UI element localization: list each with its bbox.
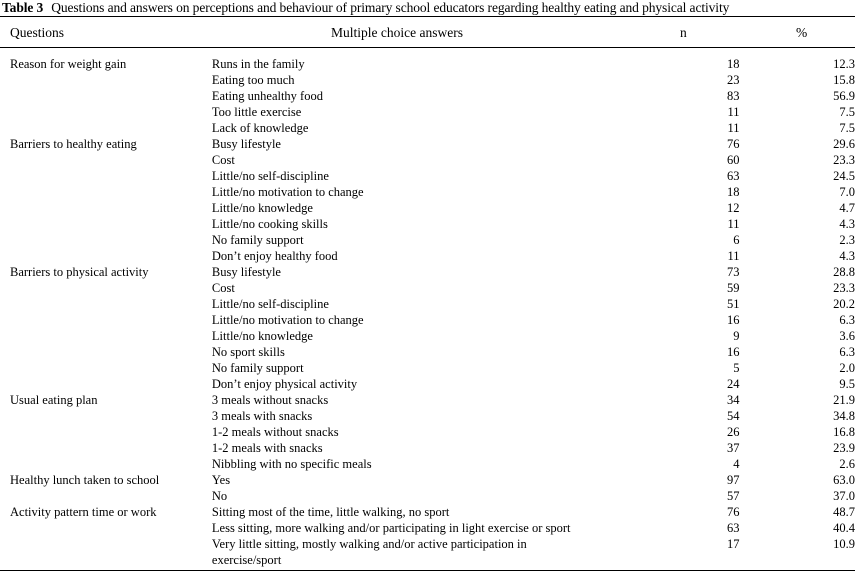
n-cell: 11 <box>727 121 740 135</box>
question-cell <box>0 200 212 216</box>
n-cell: 23 <box>726 73 740 87</box>
table-row <box>0 424 855 440</box>
table-row <box>0 136 855 152</box>
percent-cell: 21.9 <box>833 393 855 407</box>
question-cell <box>0 312 212 328</box>
percent-cell: 34.8 <box>833 409 855 423</box>
percent-cell: 2.0 <box>839 361 855 375</box>
table-row <box>0 120 855 136</box>
percent-cell: 23.3 <box>833 281 855 295</box>
question-cell <box>0 440 212 456</box>
question-cell: Usual eating plan <box>10 393 98 407</box>
n-cell: 11 <box>727 249 740 263</box>
question-cell <box>0 536 212 552</box>
question-cell: Barriers to healthy eating <box>10 137 137 151</box>
n-cell <box>678 552 739 568</box>
answer-cell: Cost <box>211 153 235 167</box>
n-cell: 59 <box>726 281 740 295</box>
n-cell: 11 <box>727 105 740 119</box>
question-cell <box>0 72 212 88</box>
n-cell: 63 <box>726 169 740 183</box>
percent-cell: 20.2 <box>833 297 855 311</box>
question-cell <box>0 248 212 264</box>
answer-cell: Little/no self-discipline <box>211 169 329 183</box>
table-row <box>0 472 855 488</box>
n-cell: 18 <box>726 185 740 199</box>
table-row <box>0 488 855 504</box>
n-cell: 76 <box>726 505 740 519</box>
percent-cell: 23.3 <box>833 153 855 167</box>
table-row <box>0 184 855 200</box>
percent-cell: 4.7 <box>839 201 855 215</box>
table-row <box>0 392 855 408</box>
table-row <box>0 536 855 552</box>
table-row <box>0 104 855 120</box>
question-cell: Activity pattern time or work <box>10 505 157 519</box>
answer-cell: Yes <box>211 473 231 487</box>
table-row <box>0 264 855 280</box>
percent-cell: 56.9 <box>833 89 855 103</box>
percent-cell: 7.5 <box>839 121 855 135</box>
n-cell: 4 <box>733 457 740 471</box>
answer-cell: No family support <box>211 233 304 247</box>
percent-cell: 24.5 <box>833 169 855 183</box>
n-cell: 83 <box>726 89 740 103</box>
answer-cell: Very little sitting, mostly walking and/or active participation in <box>211 537 527 551</box>
answer-cell: Little/no motivation to change <box>211 185 364 199</box>
n-cell: 18 <box>726 57 740 71</box>
percent-cell: 6.3 <box>839 313 855 327</box>
table-row <box>0 440 855 456</box>
question-cell: Barriers to physical activity <box>10 265 149 279</box>
answer-cell: Runs in the family <box>211 57 305 71</box>
percent-cell: 4.3 <box>839 217 855 231</box>
n-cell: 6 <box>733 233 740 247</box>
answer-cell: Don’t enjoy physical activity <box>211 377 358 391</box>
table-row <box>0 520 855 536</box>
header-questions: Questions <box>10 25 64 40</box>
answer-cell: Eating too much <box>211 73 295 87</box>
header-rule <box>0 47 855 48</box>
answer-cell: Nibbling with no specific meals <box>211 457 372 471</box>
percent-cell: 12.3 <box>833 57 855 71</box>
percent-cell: 6.3 <box>839 345 855 359</box>
table-label: Table 3 <box>2 0 44 15</box>
percent-cell: 40.4 <box>833 521 855 535</box>
percent-cell: 10.9 <box>833 537 855 551</box>
question-cell <box>0 408 212 424</box>
answer-cell: Sitting most of the time, little walking, no sport <box>211 505 450 519</box>
answer-cell: 3 meals with snacks <box>211 409 313 423</box>
percent-cell: 3.6 <box>839 329 855 343</box>
table-row <box>0 456 855 472</box>
question-cell <box>0 184 212 200</box>
question-cell <box>0 456 212 472</box>
answer-cell: Lack of knowledge <box>211 121 309 135</box>
question-cell <box>0 232 212 248</box>
header-percent: % <box>796 25 808 40</box>
n-cell: 34 <box>726 393 740 407</box>
answer-cell: 1-2 meals with snacks <box>211 441 323 455</box>
table-row <box>0 312 855 328</box>
table-row <box>0 200 855 216</box>
table-row <box>0 504 855 520</box>
n-cell: 17 <box>726 537 740 551</box>
table-row <box>0 328 855 344</box>
question-cell <box>0 168 212 184</box>
n-cell: 73 <box>726 265 740 279</box>
n-cell: 16 <box>726 313 740 327</box>
answer-cell: exercise/sport <box>211 553 282 567</box>
table-caption <box>2 0 729 16</box>
question-cell <box>0 344 212 360</box>
n-cell: 54 <box>726 409 740 423</box>
table-row <box>0 408 855 424</box>
answer-cell: Busy lifestyle <box>211 265 281 279</box>
answer-cell: Little/no knowledge <box>211 329 313 343</box>
n-cell: 97 <box>726 473 740 487</box>
table-row <box>0 248 855 264</box>
table-row <box>0 88 855 104</box>
table-title: Questions and answers on perceptions and behaviour of primary school educators regarding healthy eating and physical activity <box>51 0 730 15</box>
n-cell: 24 <box>726 377 740 391</box>
percent-cell: 7.5 <box>839 105 855 119</box>
bottom-rule <box>0 570 855 571</box>
answer-cell: No sport skills <box>211 345 285 359</box>
table-row <box>0 72 855 88</box>
table-row <box>0 168 855 184</box>
question-cell <box>0 88 212 104</box>
question-cell <box>0 488 212 504</box>
answer-cell: Don’t enjoy healthy food <box>211 249 338 263</box>
percent-cell: 2.6 <box>839 457 855 471</box>
percent-cell: 16.8 <box>833 425 855 439</box>
n-cell: 76 <box>726 137 740 151</box>
answer-cell: 3 meals without snacks <box>211 393 329 407</box>
n-cell: 16 <box>726 345 740 359</box>
question-cell <box>0 104 212 120</box>
percent-cell: 29.6 <box>833 137 855 151</box>
percent-cell: 9.5 <box>839 377 855 391</box>
answer-cell: 1-2 meals without snacks <box>211 425 339 439</box>
answer-cell: Little/no knowledge <box>211 201 313 215</box>
percent-cell: 15.8 <box>833 73 855 87</box>
table-row <box>0 296 855 312</box>
answer-cell: No <box>211 489 228 503</box>
answer-cell: Eating unhealthy food <box>211 89 323 103</box>
results-table <box>0 56 855 568</box>
header-n: n <box>680 25 687 40</box>
n-cell: 60 <box>726 153 740 167</box>
top-rule <box>0 16 855 17</box>
n-cell: 57 <box>726 489 740 503</box>
answer-cell: Little/no cooking skills <box>211 217 328 231</box>
n-cell: 26 <box>726 425 740 439</box>
table-row-continuation <box>0 552 855 568</box>
n-cell: 11 <box>727 217 740 231</box>
n-cell: 63 <box>726 521 740 535</box>
answer-cell: Busy lifestyle <box>211 137 281 151</box>
question-cell <box>0 424 212 440</box>
question-cell <box>0 376 212 392</box>
table-row <box>0 232 855 248</box>
n-cell: 12 <box>726 201 740 215</box>
percent-cell: 28.8 <box>833 265 855 279</box>
question-cell <box>0 360 212 376</box>
percent-cell: 4.3 <box>839 249 855 263</box>
percent-cell: 2.3 <box>839 233 855 247</box>
answer-cell: Less sitting, more walking and/or participating in light exercise or sport <box>211 521 571 535</box>
question-cell <box>0 328 212 344</box>
answer-cell: Cost <box>211 281 235 295</box>
question-cell <box>0 216 212 232</box>
answer-cell: No family support <box>211 361 304 375</box>
percent-cell: 37.0 <box>833 489 855 503</box>
table-row <box>0 376 855 392</box>
answer-cell: Too little exercise <box>211 105 302 119</box>
n-cell: 51 <box>726 297 740 311</box>
n-cell: 37 <box>726 441 740 455</box>
question-cell <box>0 280 212 296</box>
percent-cell: 48.7 <box>833 505 855 519</box>
percent-cell <box>739 552 855 568</box>
question-cell <box>0 296 212 312</box>
percent-cell: 7.0 <box>839 185 855 199</box>
question-cell: Reason for weight gain <box>10 57 127 71</box>
table-row <box>0 360 855 376</box>
header-answers: Multiple choice answers <box>331 25 463 40</box>
table-row <box>0 56 855 72</box>
question-cell: Healthy lunch taken to school <box>10 473 160 487</box>
question-cell <box>0 152 212 168</box>
table-row <box>0 216 855 232</box>
percent-cell: 23.9 <box>833 441 855 455</box>
table-row <box>0 152 855 168</box>
question-cell <box>0 120 212 136</box>
answer-cell: Little/no motivation to change <box>211 313 364 327</box>
n-cell: 5 <box>733 361 740 375</box>
table-row <box>0 280 855 296</box>
percent-cell: 63.0 <box>833 473 855 487</box>
answer-cell: Little/no self-discipline <box>211 297 329 311</box>
question-cell <box>0 520 212 536</box>
question-cell <box>0 552 212 568</box>
table-row <box>0 344 855 360</box>
n-cell: 9 <box>733 329 740 343</box>
